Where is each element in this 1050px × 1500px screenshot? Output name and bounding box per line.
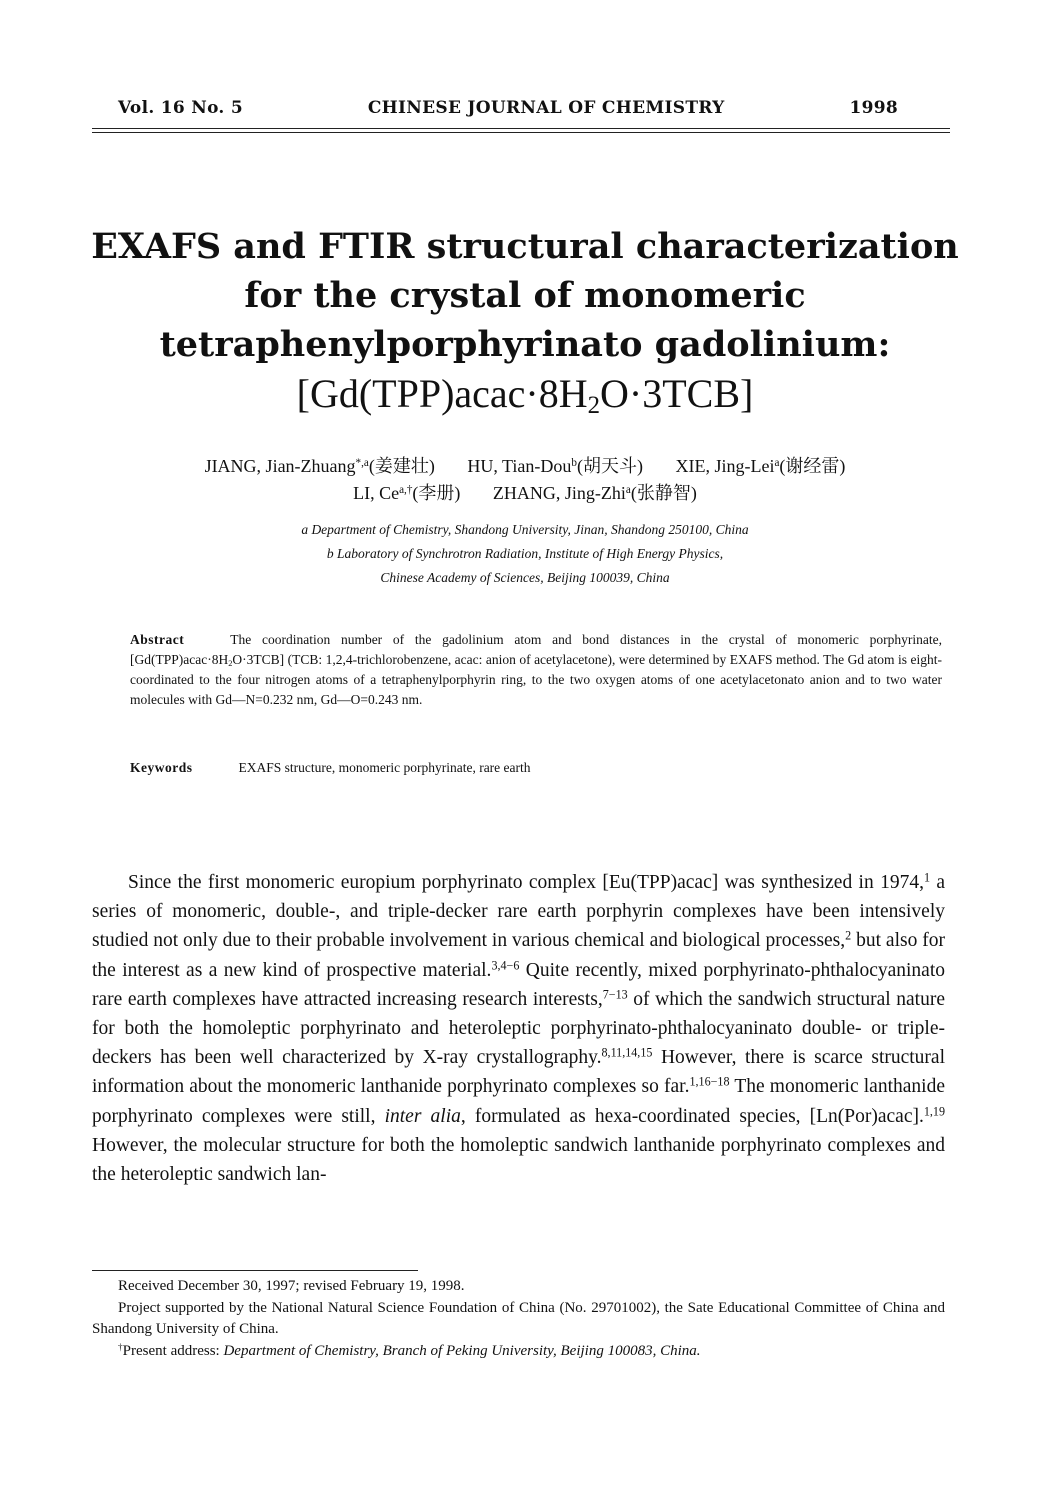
citation: 1,19: [923, 1103, 946, 1118]
affiliation-a: a Department of Chemistry, Shandong University, Jinan, Shandong 250100, China: [301, 522, 749, 537]
title-line-1: EXAFS and FTIR structural characterization: [91, 226, 959, 267]
footnotes: [92, 1276, 945, 1362]
author-list: [80, 453, 970, 507]
volume-issue: Vol. 16 No. 5: [118, 98, 243, 118]
author-jiang: JIANG, Jian-Zhuang$^{*,a}$(姜建壮): [204, 456, 435, 476]
abstract-text-part-2: O·3TCB] (TCB: 1,2,4-trichlorobenzene, acac: anion of acetylacetone), were determined by EXAFS method. The Gd atom is eight-coordinated to the four nitrogen atoms of a tetraphenylporphyrin ring, to the two oxygen atoms of one acetylacetonato anion and to two water molecules with Gd—N=0.232 nm, Gd—O=0.243 nm.: [130, 652, 942, 707]
keywords: [130, 760, 942, 776]
affiliation-b-cont: Chinese Academy of Sciences, Beijing 100039, China: [380, 570, 670, 585]
paper-title: [80, 222, 970, 418]
author-hu: HU, Tian-Dou$^b$(胡天斗): [467, 456, 643, 476]
citation: 3,4−6: [491, 957, 520, 972]
title-line-3: tetraphenylporphyrinato gadolinium:: [159, 324, 891, 365]
header-rule-lower: [92, 132, 950, 133]
footnote-present-address: †Present address: Department of Chemistry, Branch of Peking University, Beijing 100083, China.: [118, 1342, 701, 1359]
affiliations: [80, 518, 970, 590]
keywords-label: Keywords: [130, 760, 193, 775]
footnote-rule: [92, 1270, 418, 1271]
author-row-2: [80, 480, 970, 507]
keywords-text: EXAFS structure, monomeric porphyrinate, rare earth: [238, 760, 531, 775]
abstract-text-part-1: The coordination number of the gadolinium atom and bond distances in the crystal of monomeric porphyrinate, [Gd(TPP)acac·8H: [130, 632, 942, 667]
citation: 8,11,14,15: [601, 1045, 653, 1060]
author-row-1: [80, 453, 970, 480]
citation: 1: [923, 870, 930, 885]
journal-name: CHINESE JOURNAL OF CHEMISTRY: [367, 98, 725, 118]
citation: 1,16−18: [689, 1074, 730, 1089]
running-header: [118, 98, 898, 118]
citation: 7−13: [602, 987, 628, 1002]
affiliation-b: b Laboratory of Synchrotron Radiation, Institute of High Energy Physics,: [326, 546, 724, 561]
title-formula: $[Gd(TPP)acac\cdot 8H_2O\cdot 3TCB]$: [296, 371, 754, 420]
footnote-funding: Project supported by the National Natural Science Foundation of China (No. 29701002), the Sate Educational Committee of China and Shandong University of China.: [92, 1299, 945, 1337]
body-paragraph: Since the first monomeric europium porphyrinato complex [Eu(TPP)acac] was synthesized in 1974,$^1$ a series of monomeric, double-, and triple-decker rare earth porphyrin complexes have been intensively studied not only due to their probable involvement in various chemical and biological processes,$^2$ but also for the interest as a new kind of prospective material.$^{3,4-6}$ Quite recently, mixed porphyrinato-phthalocyaninato rare earth complexes have attracted increasing research interests,$^{7-13}$ of which the sandwich structural nature for both the homoleptic porphyrinato and heteroleptic porphyrinato-phthalocyaninato double- or triple-deckers has been well characterized by X-ray crystallography.$^{8,11,14,15}$ However, there is scarce structural information about the monomeric lanthanide porphyrinato complexes so far.$^{1,16-18}$ The monomeric lanthanide porphyrinato complexes were still, inter alia, formulated as hexa-coordinated species, [Ln(Por)acac].$^{1,19}$ However, the molecular structure for both the homoleptic sandwich lanthanide porphyrinato complexes and the heteroleptic sandwich lan-: [92, 870, 946, 1186]
title-line-2: for the crystal of monomeric: [244, 275, 806, 316]
publication-year: 1998: [849, 98, 898, 118]
footnote-received: Received December 30, 1997; revised February 19, 1998.: [118, 1278, 465, 1294]
header-rule-upper: [92, 128, 950, 129]
abstract: Abstract The coordination number of the gadolinium atom and bond distances in the crystal of monomeric porphyrinate, $[Gd(TPP)acac\cdot 8H_2O\cdot 3TCB]$ (TCB: 1,2,4-trichlorobenzene, acac: anion of acetylacetone), were determined by EXAFS method. The Gd atom is eight-coordinated to the four nitrogen atoms of a tetraphenylporphyrin ring, to the two oxygen atoms of one acetylacetonato anion and to two water molecules with Gd—N=0.232 nm, Gd—O=0.243 nm.: [130, 632, 942, 707]
author-xie: XIE, Jing-Lei$^a$(谢经雷): [675, 456, 846, 476]
author-zhang: ZHANG, Jing-Zhi$^a$(张静智): [492, 483, 697, 503]
citation: 2: [845, 928, 852, 943]
author-li: LI, $Ce^{a,\dagger}$(李册): [353, 483, 461, 503]
abstract-label: Abstract: [130, 632, 185, 647]
